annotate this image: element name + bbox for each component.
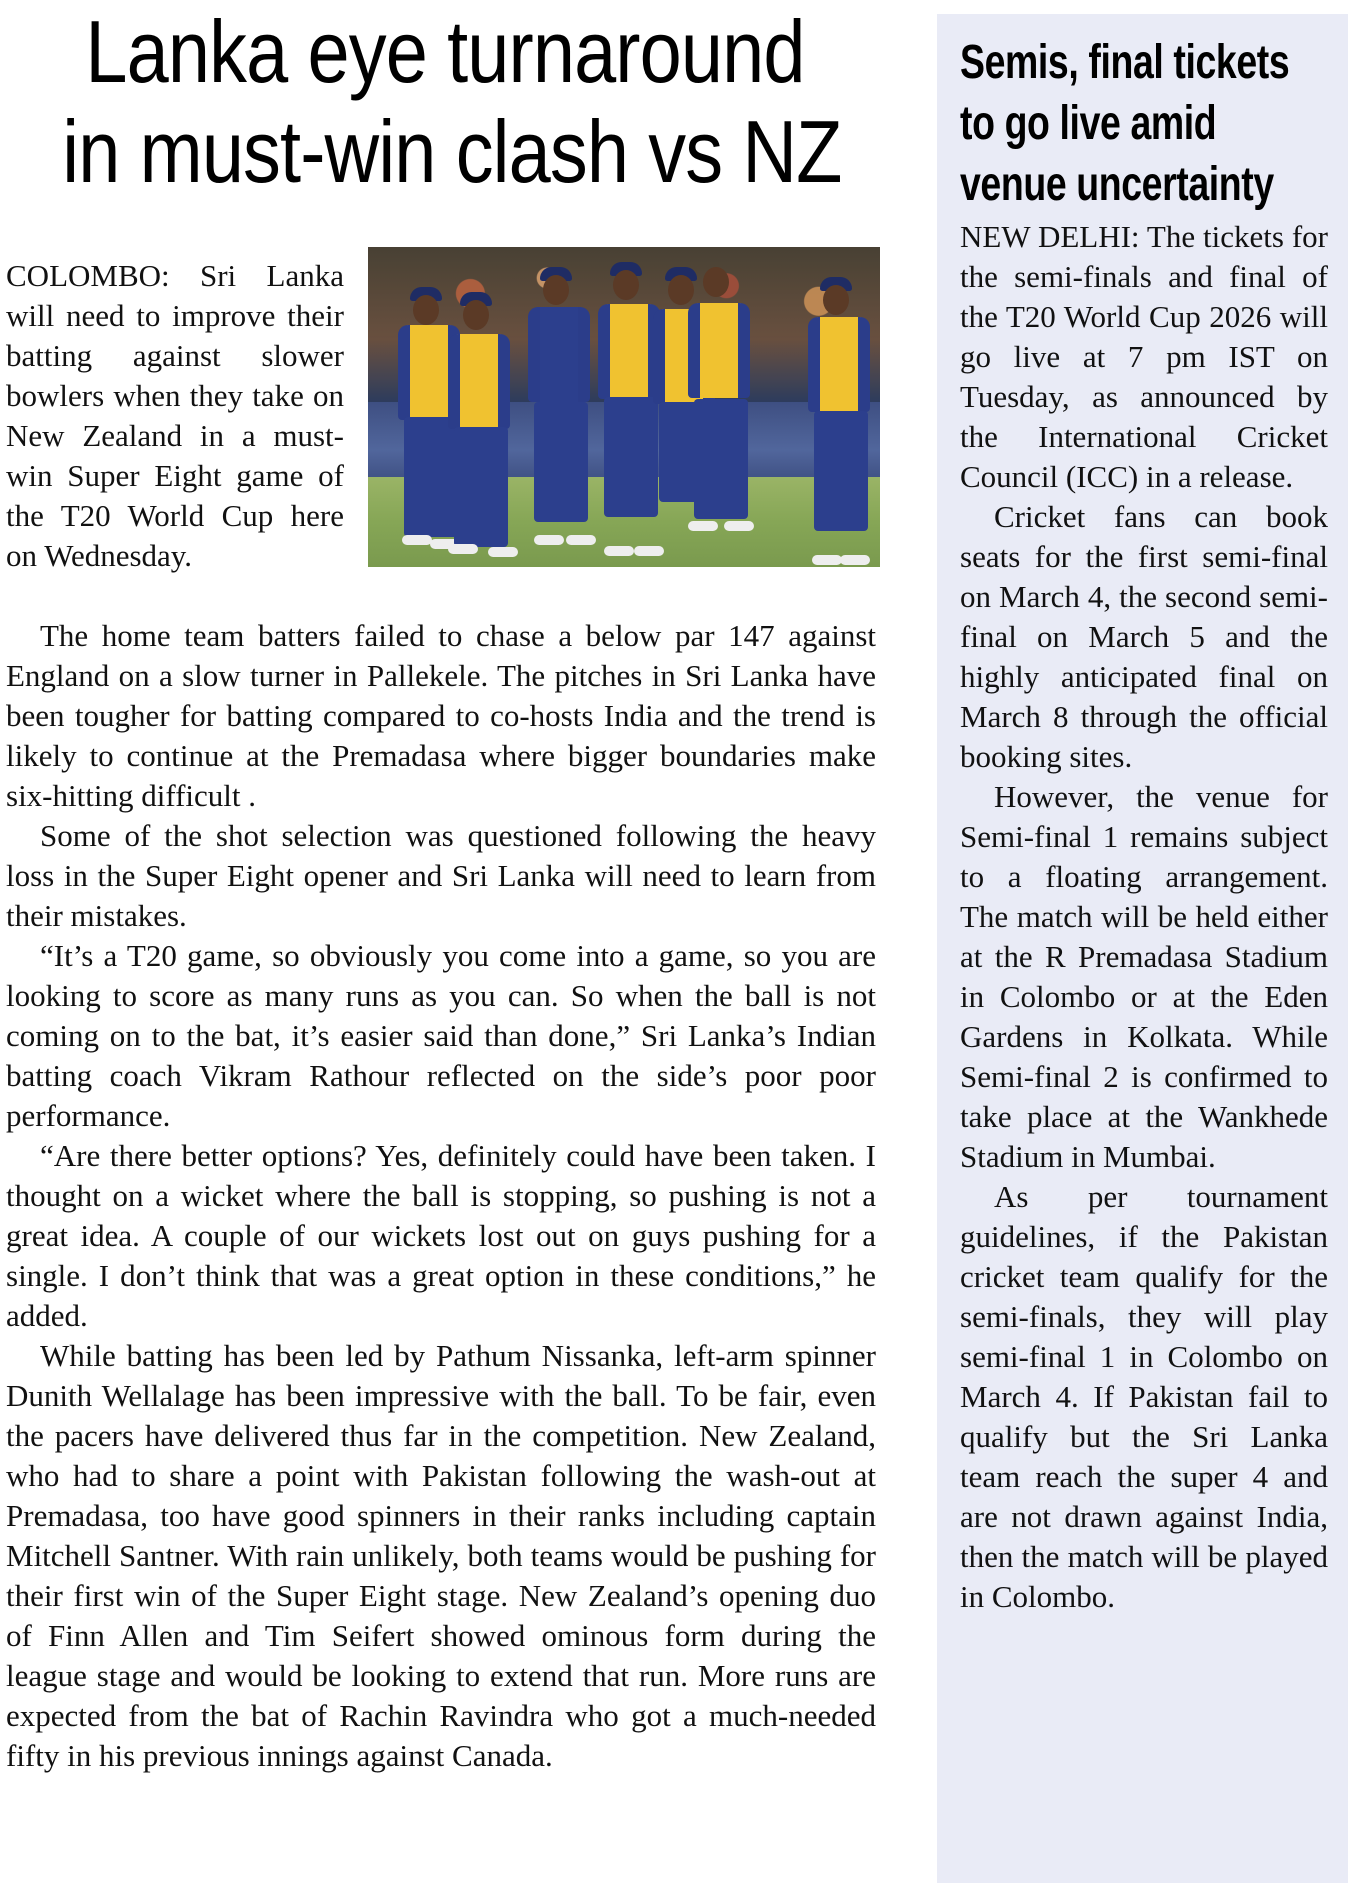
main-story-body: [6, 616, 876, 1776]
sidebar-paragraph: Cricket fans can book seats for the first semi-final on March 4, the second semi-final on March 5 and the highly anticipated final on March 8 through the official booking sites.: [960, 499, 1328, 774]
body-paragraph: While batting has been led by Pathum Nissanka, left-arm spinner Dunith Wellalage has been impressive with the ball. To be fair, even the pacers have delivered thus far in the competition. New Zealand, who had to share a point with Pakistan following the wash-out at Premadasa, too have good spinners in their ranks including captain Mitchell Santner. With rain unlikely, both teams would be pushing for their first win of the Super Eight stage. New Zealand’s opening duo of Finn Allen and Tim Seifert showed ominous form during the league stage and would be looking to extend that run. More runs are expected from the bat of Rachin Ravindra who got a much-needed fifty in his previous innings against Canada.: [6, 1338, 876, 1773]
lead-paragraph: COLOMBO: Sri Lanka will need to improve their batting against slower bowlers when they take on New Zealand in a must-win Super Eight game of the T20 World Cup here on Wednesday.: [6, 258, 344, 573]
body-paragraph: Some of the shot selection was questioned following the heavy loss in the Super Eight opener and Sri Lanka will need to learn from their mistakes.: [6, 818, 876, 933]
sidebar-headline: [960, 32, 1290, 215]
sidebar-paragraph: However, the venue for Semi-final 1 remains subject to a floating arrangement. The match will be held either at the R Premadasa Stadium in Colombo or at the Eden Gardens in Kolkata. While Semi-final 2 is confirmed to take place at the Wankhede Stadium in Mumbai.: [960, 779, 1328, 1174]
sidebar-headline-line-2: to go live amid: [960, 97, 1217, 150]
main-headline: [62, 2, 842, 202]
sidebar-headline-line-3: venue uncertainty: [960, 158, 1274, 211]
body-paragraph: “Are there better options? Yes, definitely could have been taken. I thought on a wicket where the ball is stopping, so pushing is not a great idea. A couple of our wickets lost out on guys pushing for a single. I don’t think that was a great option in these conditions,” he added.: [6, 1138, 876, 1333]
main-story-lead: [6, 256, 344, 576]
main-headline-line-2: in must-win clash vs NZ: [62, 102, 842, 201]
sidebar-headline-line-1: Semis, final tickets: [960, 36, 1290, 89]
sidebar-paragraph: NEW DELHI: The tickets for the semi-finals and final of the T20 World Cup 2026 will go live at 7 pm IST on Tuesday, as announced by the International Cricket Council (ICC) in a release.: [960, 219, 1328, 494]
main-headline-line-1: Lanka eye turnaround: [85, 2, 805, 101]
body-paragraph: “It’s a T20 game, so obviously you come into a game, so you are looking to score as many runs as you can. So when the ball is not coming on to the bat, it’s easier said than done,” Sri Lanka’s Indian batting coach Vikram Rathour reflected on the side’s poor poor performance.: [6, 938, 876, 1133]
sidebar-body: [960, 217, 1328, 1617]
sidebar-paragraph: As per tournament guidelines, if the Pakistan cricket team qualify for the semi-finals, they will play semi-final 1 in Colombo on March 4. If Pakistan fail to qualify but the Sri Lanka team reach the super 4 and are not drawn against India, then the match will be played in Colombo.: [960, 1179, 1328, 1614]
body-paragraph: The home team batters failed to chase a below par 147 against England on a slow turner in Pallekele. The pitches in Sri Lanka have been tougher for batting compared to co-hosts India and the trend is likely to continue at the Premadasa where bigger boundaries make six-hitting difficult .: [6, 618, 876, 813]
team-celebration-photo: [368, 247, 880, 567]
sidebar-story-box: [937, 14, 1348, 1883]
